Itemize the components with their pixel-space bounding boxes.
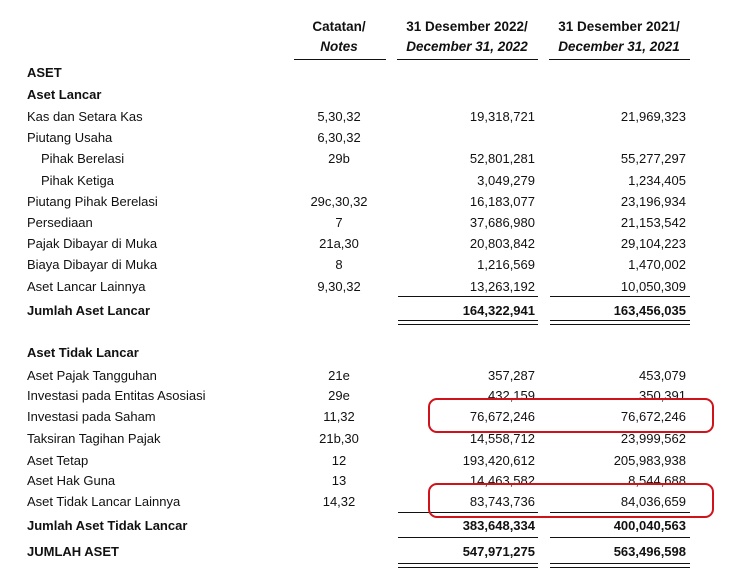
row-note: 29b: [328, 151, 350, 166]
col-2022-header-id: 31 Desember 2022/: [406, 19, 528, 34]
row-value-2021: 21,969,323: [620, 109, 686, 124]
row-label: Aset Tidak Lancar Lainnya: [27, 494, 181, 509]
row-value-2021: 21,153,542: [620, 215, 686, 230]
row-label: Pihak Ketiga: [41, 173, 114, 188]
row-value-2022: 14,558,712: [469, 431, 535, 446]
table-row: [0, 450, 740, 471]
row-label: Aset Lancar Lainnya: [27, 279, 146, 294]
row-value-2021: 453,079: [639, 368, 686, 383]
header-underline: [294, 59, 386, 60]
total-row: [0, 300, 740, 321]
section-heading-row: [0, 342, 740, 363]
row-value-2021: 29,104,223: [620, 236, 686, 251]
row-label: Kas dan Setara Kas: [27, 109, 143, 124]
notes-column-header: [294, 17, 384, 57]
col-2021-header-en: December 31, 2021: [558, 39, 680, 54]
row-value-2022: 13,263,192: [469, 279, 535, 294]
row-value-2021: 10,050,309: [620, 279, 686, 294]
row-note: 21e: [328, 368, 350, 383]
total-rule: [550, 537, 690, 538]
notes-header-id: Catatan/: [312, 19, 366, 34]
grand-total-label: JUMLAH ASET: [27, 544, 119, 559]
row-value-2021: 205,983,938: [613, 453, 686, 468]
row-label: Aset Hak Guna: [27, 473, 116, 488]
row-value-2022: 20,803,842: [469, 236, 535, 251]
row-label: Investasi pada Entitas Asosiasi: [27, 388, 206, 403]
row-note: 14,32: [322, 494, 356, 509]
col-2022-header-en: December 31, 2022: [406, 39, 528, 54]
row-label: Biaya Dibayar di Muka: [27, 257, 158, 272]
row-value-2021: 76,672,246: [620, 409, 686, 424]
header-underline: [397, 59, 538, 60]
table-row: [0, 365, 740, 386]
notes-header-en: Notes: [320, 39, 358, 54]
row-value-2022: 37,686,980: [469, 215, 535, 230]
row-value-2022: 3,049,279: [477, 173, 535, 188]
row-label: Persediaan: [27, 215, 93, 230]
row-note: 9,30,32: [317, 279, 361, 294]
row-value-2022: 76,672,246: [469, 409, 535, 424]
total-value-2021: 163,456,035: [613, 303, 686, 318]
grand-total-double-rule: [398, 563, 538, 568]
row-value-2022: 52,801,281: [469, 151, 535, 166]
table-row: [0, 148, 740, 169]
table-row: [0, 233, 740, 254]
row-value-2022: 83,743,736: [469, 494, 535, 509]
row-value-2021: 1,470,002: [628, 257, 686, 272]
row-note: 21b,30: [319, 431, 359, 446]
total-row: [0, 515, 740, 536]
total-value-2022: 383,648,334: [462, 518, 535, 533]
row-label: Taksiran Tagihan Pajak: [27, 431, 161, 446]
row-label: Pihak Berelasi: [41, 151, 125, 166]
col-2021-header: [548, 17, 690, 57]
total-double-rule: [398, 320, 538, 325]
row-value-2021: 8,544,688: [628, 473, 686, 488]
row-label: Piutang Usaha: [27, 130, 113, 145]
table-row: [0, 254, 740, 275]
col-2022-header: [396, 17, 538, 57]
row-label: Aset Pajak Tangguhan: [27, 368, 157, 383]
row-value-2021: 1,234,405: [628, 173, 686, 188]
table-row: [0, 276, 740, 297]
total-label: Jumlah Aset Tidak Lancar: [27, 518, 188, 533]
grand-total-value-2021: 563,496,598: [613, 544, 686, 559]
grand-total-row: [0, 541, 740, 562]
grand-total-value-2022: 547,971,275: [462, 544, 535, 559]
highlight-box-investasi-saham: [428, 398, 714, 433]
section-assets: ASET: [27, 65, 62, 80]
row-value-2022: 1,216,569: [477, 257, 535, 272]
row-note: 12: [331, 453, 347, 468]
total-value-2022: 164,322,941: [462, 303, 535, 318]
table-row: [0, 170, 740, 191]
table-row: [0, 127, 740, 148]
row-value-2022: 357,287: [488, 368, 535, 383]
row-value-2022: 19,318,721: [469, 109, 535, 124]
col-2021-header-id: 31 Desember 2021/: [558, 19, 680, 34]
row-value-2021: 55,277,297: [620, 151, 686, 166]
table-row: [0, 191, 740, 212]
row-note: 6,30,32: [317, 130, 361, 145]
row-note: 11,32: [323, 409, 355, 424]
total-double-rule: [550, 320, 690, 325]
row-value-2022: 193,420,612: [462, 453, 535, 468]
subtotal-rule: [550, 296, 690, 297]
row-value-2022: 14,463,582: [469, 473, 535, 488]
row-note: 29c,30,32: [310, 194, 368, 209]
row-label: Piutang Pihak Berelasi: [27, 194, 158, 209]
row-note: 21a,30: [319, 236, 359, 251]
total-rule: [398, 537, 538, 538]
row-note: 5,30,32: [317, 109, 361, 124]
total-label: Jumlah Aset Lancar: [27, 303, 151, 318]
row-value-2021: 23,196,934: [620, 194, 686, 209]
highlight-box-aset-tidak-lancar-lainnya: [428, 483, 714, 518]
table-row: [0, 106, 740, 127]
subtotal-rule: [398, 296, 538, 297]
row-value-2022: 432,159: [488, 388, 535, 403]
total-value-2021: 400,040,563: [613, 518, 686, 533]
row-value-2021: 84,036,659: [620, 494, 686, 509]
row-note: 7: [335, 215, 343, 230]
row-value-2022: 16,183,077: [469, 194, 535, 209]
section-heading-row: [0, 84, 740, 105]
header-underline: [549, 59, 690, 60]
row-label: Aset Tetap: [27, 453, 89, 468]
section-current-assets: Aset Lancar: [27, 87, 102, 102]
grand-total-double-rule: [550, 563, 690, 568]
row-note: 29e: [328, 388, 350, 403]
row-label: Investasi pada Saham: [27, 409, 156, 424]
table-row: [0, 212, 740, 233]
section-noncurrent-assets: Aset Tidak Lancar: [27, 345, 139, 360]
row-note: 8: [335, 257, 343, 272]
section-heading-row: [0, 62, 740, 83]
row-label: Pajak Dibayar di Muka: [27, 236, 158, 251]
row-note: 13: [331, 473, 347, 488]
row-value-2021: 23,999,562: [620, 431, 686, 446]
row-value-2021: 350,391: [639, 388, 686, 403]
